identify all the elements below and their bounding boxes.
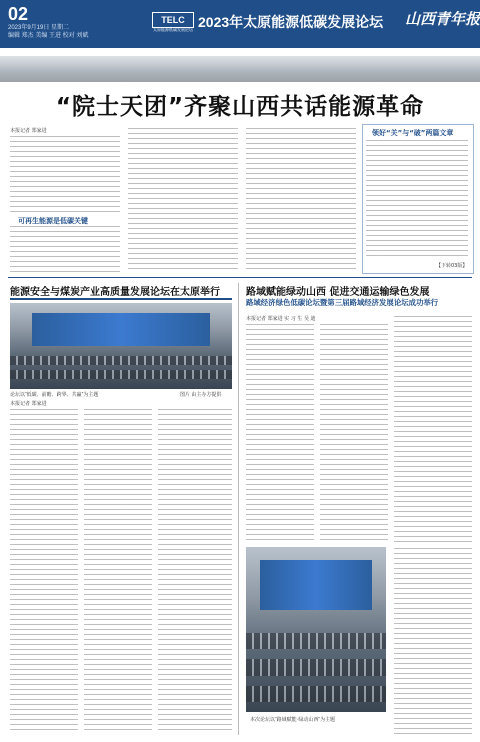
right-story-photo [246, 547, 386, 712]
section-divider [8, 277, 472, 278]
left-photo-credit: 图片 由主办方提供 [180, 392, 222, 398]
top-subhead: 可再生能源是低碳关键 [18, 217, 88, 225]
left-photo-stage [32, 313, 210, 346]
right-photo-audience-row [246, 633, 386, 650]
right-story-title: 路域赋能绿动山西 促进交通运输绿色发展 [246, 287, 430, 298]
top-text-col1 [10, 136, 120, 212]
left-story-title: 能源安全与煤炭产业高质量发展论坛在太原举行 [10, 287, 220, 298]
left-photo-audience-row [10, 356, 232, 365]
headline-banner-photo [0, 56, 480, 82]
issue-editors: 编辑 郑杰 美编 王进 校对 刘斌 [8, 33, 89, 39]
sidebar-jump: 【下转03版】 [436, 263, 468, 269]
main-headline: “院士天团”齐聚山西共话能源革命 [55, 94, 425, 120]
sidebar-title: 领好“关”与“破”两篇文章 [372, 129, 454, 137]
right-photo-stage [260, 560, 372, 610]
forum-logo-sub: 太原能源低碳发展论坛 [153, 27, 193, 32]
right-byline: 本报记者 郑家进 实 习 生 吴 迪 [246, 316, 316, 322]
issue-meta [8, 24, 88, 40]
newspaper-masthead: 山西青年报 [405, 10, 480, 28]
issue-date: 2023年9月19日 星期二 [8, 25, 70, 31]
left-text-col3 [158, 409, 232, 734]
left-text-col2 [84, 409, 152, 734]
right-story-subtitle: 路域经济绿色低碳论坛暨第三届路域经济发展论坛成功举行 [246, 298, 439, 307]
left-photo-audience-row [10, 370, 232, 379]
right-text-col3b [394, 548, 472, 734]
top-text-col3 [246, 128, 356, 270]
page-number: 02 [8, 4, 29, 24]
sidebar-text [366, 140, 468, 260]
column-divider [238, 283, 239, 735]
right-text-col2 [320, 324, 388, 542]
left-photo-caption: 论坛以“低碳、前瞻、跨界、共赢”为主题 [10, 392, 99, 398]
forum-logo: TELC [152, 12, 194, 28]
top-text-col1b [10, 226, 120, 272]
left-byline: 本报记者 郑家进 [10, 401, 47, 407]
right-photo-caption: 本次论坛以“路域赋能·绿动山西”为主题 [250, 717, 335, 723]
left-story-photo [10, 303, 232, 389]
right-photo-audience-row [246, 659, 386, 676]
forum-title: 2023年太原能源低碳发展论坛 [198, 14, 384, 30]
right-photo-audience-row [246, 686, 386, 703]
top-byline: 本报记者 郑家进 [10, 128, 47, 134]
top-text-col2 [128, 128, 238, 270]
left-text-col1 [10, 409, 78, 734]
left-title-rule [10, 298, 232, 300]
right-text-col3 [394, 316, 472, 542]
right-text-col1 [246, 324, 314, 542]
